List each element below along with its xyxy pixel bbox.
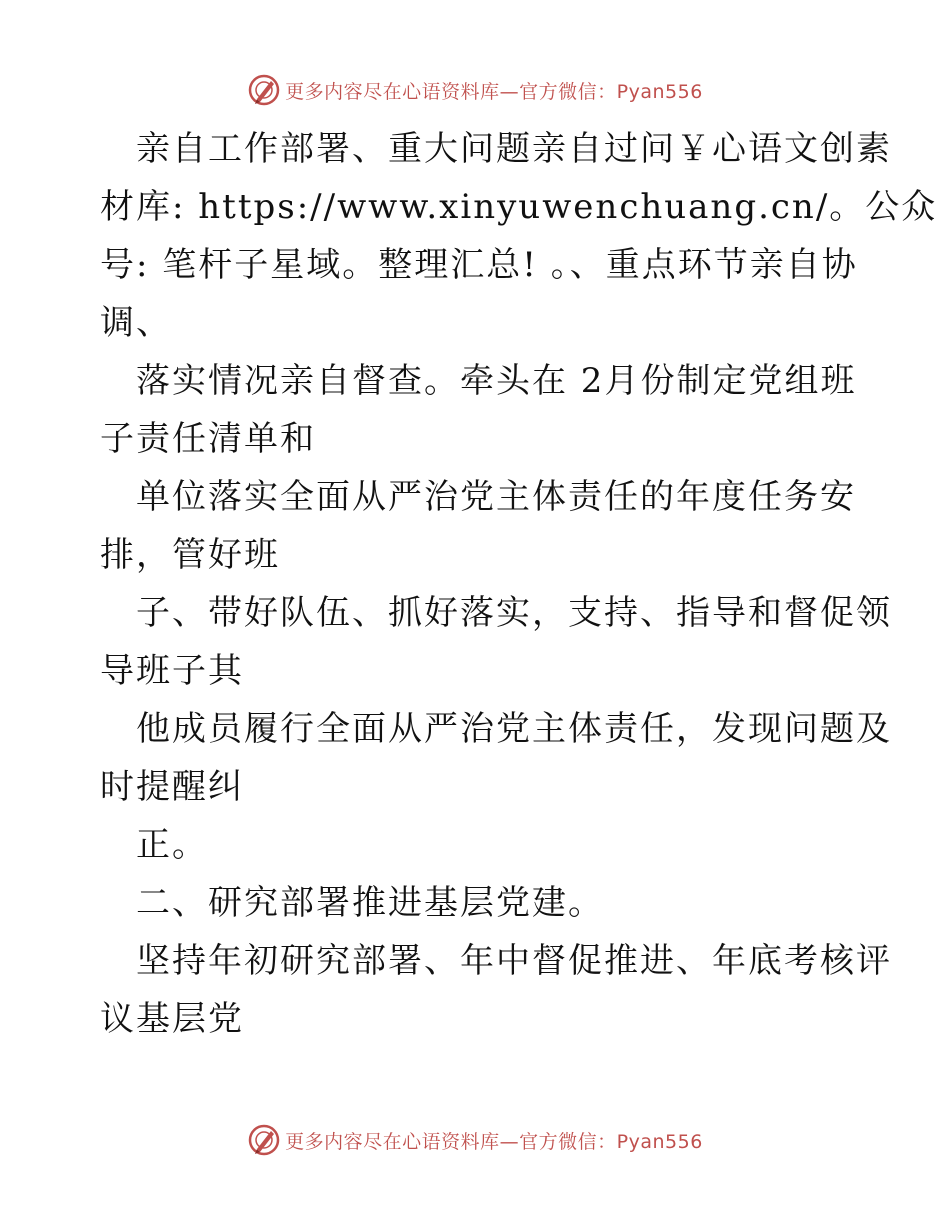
text-line: 他成员履行全面从严治党主体责任，发现问题及 (136, 709, 892, 749)
text-line: 号: 笔杆子星域。整理汇总! 。、重点环节亲自协 (100, 245, 858, 285)
text-line: 材库: https://www.xinyuwenchuang.cn/。公众 (100, 187, 938, 227)
text-line: 时提醒纠 (100, 767, 244, 807)
header-banner-text: 更多内容尽在心语资料库—官方微信：Pyan556 (285, 80, 703, 103)
text-line: 导班子其 (100, 651, 244, 691)
text-line: 正。 (136, 825, 208, 865)
footer-banner (0, 1122, 950, 1158)
text-line: 子、带好队伍、抓好落实，支持、指导和督促领 (136, 593, 892, 633)
text-line: 二、研究部署推进基层党建。 (136, 883, 604, 923)
text-line: 子责任清单和 (100, 419, 316, 459)
text-line: 落实情况亲自督查。牵头在 2月份制定党组班 (136, 361, 857, 401)
document-body (100, 120, 938, 1048)
text-line: 排，管好班 (100, 535, 280, 575)
text-line: 亲自工作部署、重大问题亲自过问￥心语文创素 (136, 129, 892, 169)
text-line: 议基层党 (100, 999, 244, 1039)
header-banner (0, 72, 950, 108)
text-line: 坚持年初研究部署、年中督促推进、年底考核评 (136, 941, 892, 981)
pen-logo-icon (247, 1123, 281, 1157)
text-line: 单位落实全面从严治党主体责任的年度任务安 (136, 477, 856, 517)
text-line: 调、 (100, 303, 172, 343)
footer-banner-text: 更多内容尽在心语资料库—官方微信：Pyan556 (285, 1130, 703, 1153)
pen-logo-icon (247, 73, 281, 107)
